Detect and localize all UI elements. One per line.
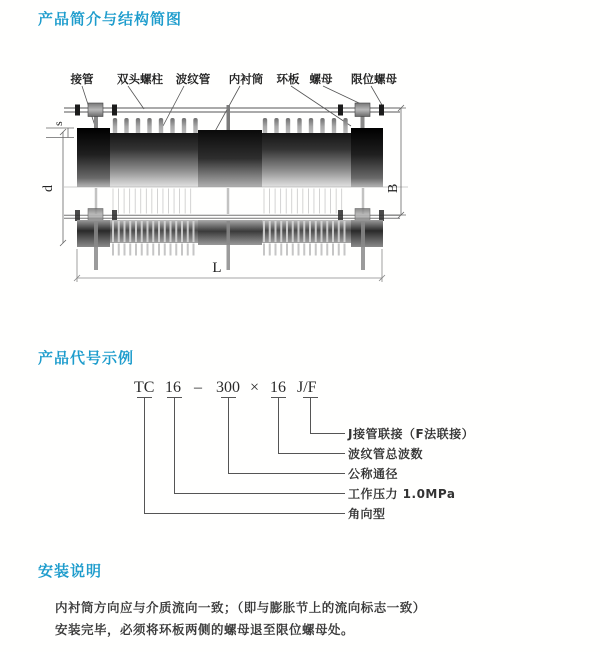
dim-label-l: L (212, 260, 222, 276)
part-label-nut: 螺母 (309, 72, 333, 86)
dim-b-lines (384, 105, 406, 218)
part-label-inner-liner: 内衬筒 (228, 72, 264, 86)
code-token-dash: – (194, 379, 202, 396)
stud-stems-mid (96, 188, 363, 214)
part-label-limit-nut: 限位螺母 (351, 72, 397, 86)
dim-s-lines (46, 128, 74, 138)
dim-label-d: d (41, 185, 56, 192)
code-token-waves: 16 (270, 379, 286, 396)
heading-installation: 安装说明 (38, 562, 103, 580)
code-token-pressure: 16 (165, 379, 181, 396)
heading-product-intro: 产品简介与结构简图 (38, 10, 183, 28)
part-label-connecting-pipe: 接管 (70, 72, 94, 86)
heading-product-code: 产品代号示例 (38, 349, 135, 367)
legend-connection: J接管联接（F法联接） (348, 427, 475, 441)
code-token-type: TC (134, 379, 155, 396)
install-instruction-line: 安装完毕，必须将环板两侧的螺母退至限位螺母处。 (55, 622, 355, 637)
part-label-ring-plate: 环板 (276, 72, 300, 86)
legend-waves: 波纹管总波数 (348, 447, 424, 461)
part-label-bellows: 波纹管 (175, 72, 211, 86)
code-token-diameter: 300 (216, 379, 240, 396)
install-instruction-line: 内衬筒方向应与介质流向一致；（即与膨胀节上的流向标志一致） (55, 600, 426, 615)
legend-diameter: 公称通径 (348, 467, 399, 481)
code-token-connection: J/F (297, 379, 317, 396)
dim-label-s: s (51, 121, 65, 126)
legend-type: 角向型 (348, 507, 386, 521)
part-label-double-stud: 双头螺柱 (117, 72, 163, 86)
structure-diagram (0, 60, 460, 310)
code-token-times: × (250, 379, 260, 396)
dim-d-lines (60, 129, 66, 246)
legend-pressure: 工作压力 1.0MPa (348, 487, 456, 501)
dim-label-b: B (386, 183, 401, 193)
connector-type (144, 398, 345, 514)
body-top (77, 128, 383, 187)
